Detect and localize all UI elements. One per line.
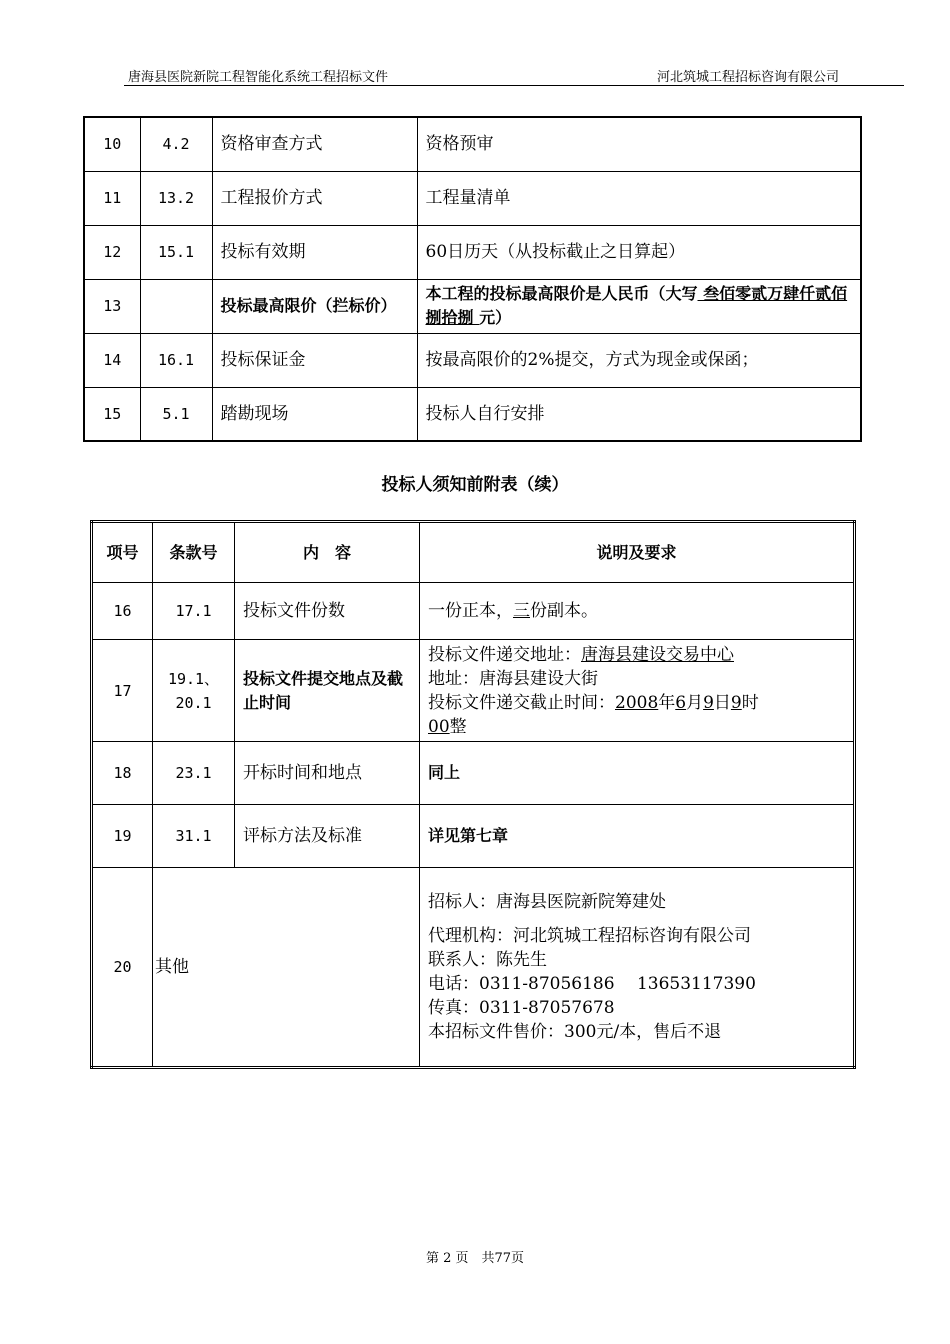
cell-clause: 15.1 <box>140 225 212 279</box>
cell-item: 其他 <box>153 868 420 1068</box>
cell-desc <box>420 583 855 640</box>
desc-text: 投标文件递交截止时间： <box>428 692 615 713</box>
desc-text: 时 <box>741 692 759 713</box>
street-address-line: 地址：唐海县建设大街 <box>428 668 598 689</box>
header-no: 项号 <box>92 522 153 583</box>
desc-text: 本工程的投标最高限价是人民币（大写 <box>425 284 698 303</box>
deadline-month: 6 <box>675 692 687 713</box>
table-row <box>84 171 861 225</box>
cell-clause: 5.1 <box>140 387 212 441</box>
cell-clause <box>140 279 212 333</box>
header-desc: 说明及要求 <box>420 522 855 583</box>
desc-text: 元） <box>479 308 512 327</box>
cell-no: 11 <box>84 171 140 225</box>
cell-item: 工程报价方式 <box>212 171 417 225</box>
table-row <box>84 333 861 387</box>
cell-desc <box>417 279 861 333</box>
deadline-minute-line <box>428 715 845 739</box>
deadline-minute: 00 <box>428 716 450 737</box>
table-row <box>84 225 861 279</box>
table-appendix-part2 <box>90 520 856 1069</box>
table-title: 投标人须知前附表（续） <box>381 475 569 495</box>
cell-desc: 60日历天（从投标截止之日算起） <box>417 225 861 279</box>
cell-item: 投标文件提交地点及截止时间 <box>235 640 420 742</box>
submission-address-line <box>428 643 845 667</box>
max-price-amount: 叁佰零贰万肆仟贰佰捌拾捌 <box>425 284 848 327</box>
desc-text: 份副本。 <box>530 601 598 621</box>
table-row <box>92 805 855 868</box>
table-row <box>92 868 855 1068</box>
cell-item: 投标文件份数 <box>235 583 420 640</box>
table-row <box>84 279 861 333</box>
submission-address: 唐海县建设交易中心 <box>581 644 734 665</box>
header-divider <box>124 85 904 86</box>
cell-no: 19 <box>92 805 153 868</box>
agency-line: 代理机构：河北筑城工程招标咨询有限公司 <box>428 926 751 946</box>
cell-item: 投标最高限价（拦标价） <box>212 279 417 333</box>
cell-desc: 详见第七章 <box>420 805 855 868</box>
header-company-name: 河北筑城工程招标咨询有限公司 <box>657 70 840 85</box>
cell-no: 10 <box>84 117 140 171</box>
cell-item: 投标有效期 <box>212 225 417 279</box>
table-row <box>84 117 861 171</box>
table-row <box>92 742 855 805</box>
table-header-row <box>92 522 855 583</box>
page-number: 第 2 页 共77页 <box>425 1251 525 1266</box>
desc-text: 月 <box>686 692 704 713</box>
cell-no: 15 <box>84 387 140 441</box>
cell-no: 18 <box>92 742 153 805</box>
desc-text: 整 <box>449 716 467 737</box>
cell-item: 资格审查方式 <box>212 117 417 171</box>
table-row <box>84 387 861 441</box>
cell-clause: 19.1、20.1 <box>153 640 235 742</box>
table-appendix-part1 <box>83 116 862 442</box>
cell-no: 16 <box>92 583 153 640</box>
cell-desc <box>420 868 855 1068</box>
cell-clause: 4.2 <box>140 117 212 171</box>
desc-text: 日 <box>713 692 731 713</box>
desc-text: 年 <box>658 692 676 713</box>
deadline-day: 9 <box>703 692 714 713</box>
cell-no: 13 <box>84 279 140 333</box>
table-row <box>92 583 855 640</box>
cell-desc: 资格预审 <box>417 117 861 171</box>
header-document-title: 唐海县医院新院工程智能化系统工程招标文件 <box>128 70 389 85</box>
cell-desc: 投标人自行安排 <box>417 387 861 441</box>
price-line: 本招标文件售价：300元/本，售后不退 <box>428 1022 722 1042</box>
desc-text: 投标文件递交地址： <box>428 644 581 665</box>
header-clause: 条款号 <box>153 522 235 583</box>
cell-item: 投标保证金 <box>212 333 417 387</box>
deadline-year: 2008 <box>615 692 659 713</box>
cell-desc: 按最高限价的2%提交，方式为现金或保函； <box>417 333 861 387</box>
cell-desc: 同上 <box>420 742 855 805</box>
cell-clause: 13.2 <box>140 171 212 225</box>
cell-desc: 工程量清单 <box>417 171 861 225</box>
phone-line: 电话：0311-87056186 13653117390 <box>428 974 756 994</box>
tenderer-line: 招标人：唐海县医院新院筹建处 <box>428 892 666 912</box>
deadline-hour: 9 <box>730 692 742 713</box>
cell-item: 评标方法及标准 <box>235 805 420 868</box>
desc-text: 一份正本， <box>428 601 513 621</box>
cell-item: 踏勘现场 <box>212 387 417 441</box>
header-item: 内 容 <box>235 522 420 583</box>
cell-clause: 17.1 <box>153 583 235 640</box>
cell-clause: 23.1 <box>153 742 235 805</box>
cell-item: 开标时间和地点 <box>235 742 420 805</box>
copies-count: 三 <box>513 601 530 621</box>
cell-desc <box>420 640 855 742</box>
cell-no: 12 <box>84 225 140 279</box>
cell-clause: 16.1 <box>140 333 212 387</box>
contact-line: 联系人：陈先生 <box>428 950 547 970</box>
cell-no: 14 <box>84 333 140 387</box>
cell-no: 17 <box>92 640 153 742</box>
cell-clause: 31.1 <box>153 805 235 868</box>
deadline-line <box>428 691 845 715</box>
cell-no: 20 <box>92 868 153 1068</box>
fax-line: 传真：0311-87057678 <box>428 998 615 1018</box>
table-row <box>92 640 855 742</box>
